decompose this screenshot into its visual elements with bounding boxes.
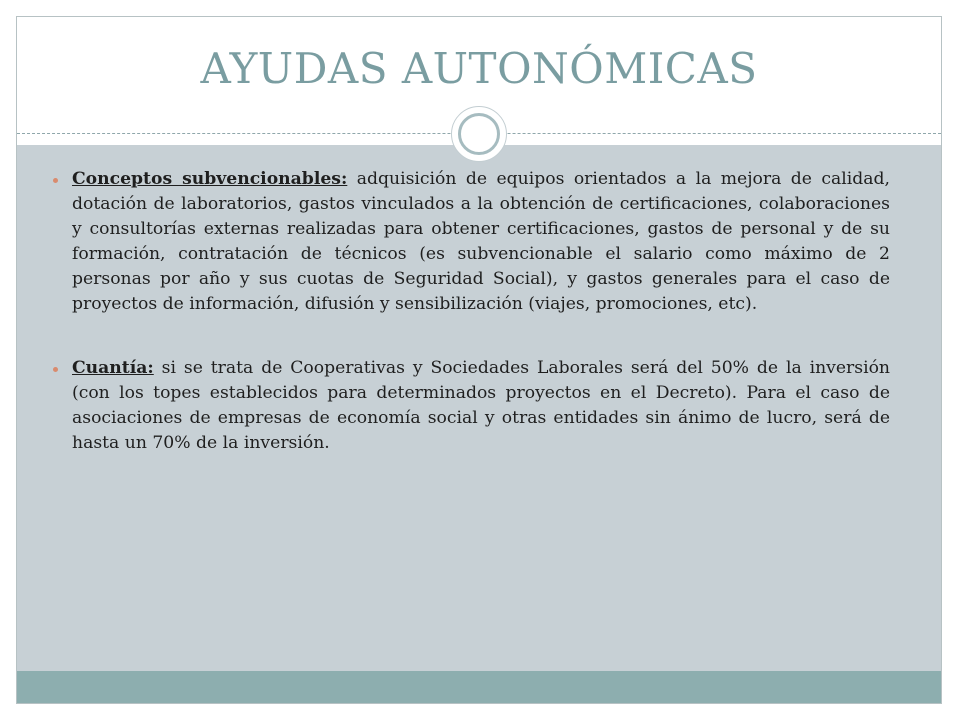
slide-title: AYUDAS AUTONÓMICAS [200,44,758,93]
bullet-text: si se trata de Cooperativas y Sociedades Laborales será del 50% de la inversión (con los topes establecidos para determinados proyectos en el Decreto). Para el caso de asociaciones de empresas de economía social y otras entidades sin ánimo de lucro, será de hasta un 70% de la inversión. [72,358,890,453]
circle-ornament-icon [451,106,507,162]
bullet-dot-icon [53,178,58,183]
bullet-list [52,167,890,456]
footer-band [17,671,941,703]
bullet-item-conceptos [52,167,890,317]
bullet-label: Cuantía: [72,358,154,378]
bullet-item-cuantia [52,356,890,456]
bullet-label: Conceptos subvencionables: [72,169,348,189]
bullet-text: adquisición de equipos orientados a la mejora de calidad, dotación de laboratorios, gastos vinculados a la obtención de certificaciones, colaboraciones y consultorías externas realizadas para obtener certificaciones, gastos de personal y de su formación, contratación de técnicos (es subvencionable el salario como máximo de 2 personas por año y sus cuotas de Seguridad Social), y gastos generales para el caso de proyectos de información, difusión y sensibilización (viajes, promociones, etc). [72,169,891,314]
bullet-dot-icon [53,367,58,372]
